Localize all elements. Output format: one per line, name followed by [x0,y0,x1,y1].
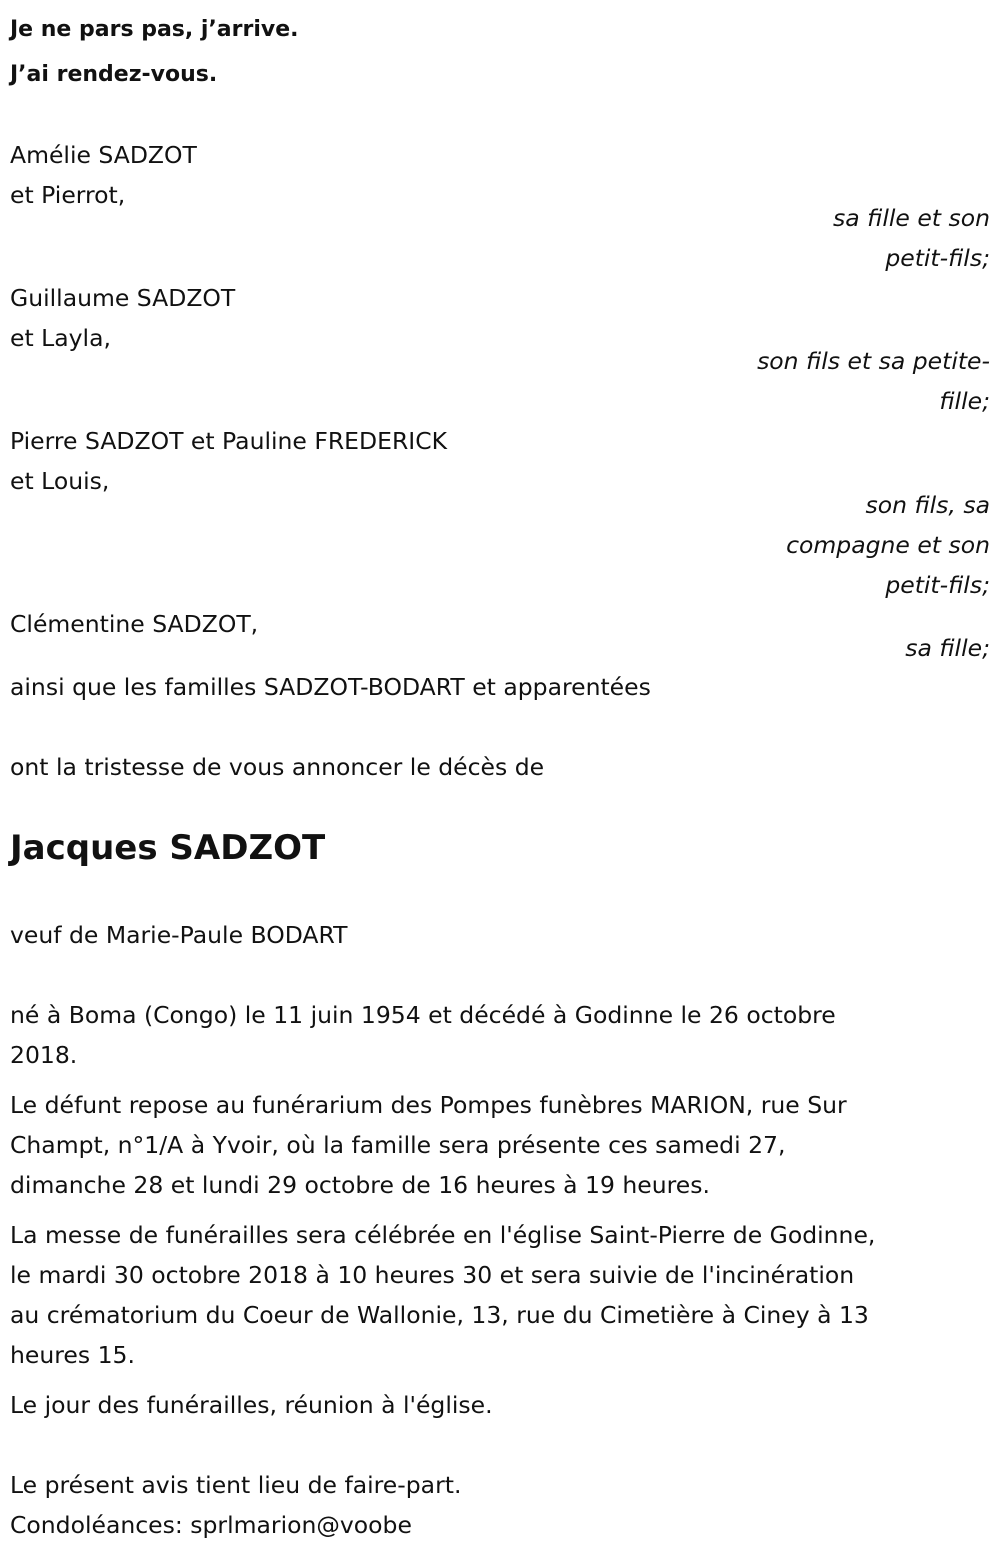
body-line: né à Boma (Congo) le 11 juin 1954 et décédé à Godinne le 26 octobre [10,1001,836,1029]
body-line: Le défunt repose au funérarium des Pompes funèbres MARION, rue Sur [10,1091,847,1119]
body-line: La messe de funérailles sera célébrée en l'église Saint-Pierre de Godinne, [10,1221,876,1249]
body-line: Le jour des funérailles, réunion à l'église. [10,1391,493,1419]
body-line: Champt, n°1/A à Yvoir, où la famille sera présente ces samedi 27, [10,1131,786,1159]
family-name-line: Guillaume SADZOT [10,284,236,312]
condolences-line: Condoléances: sprlmarion@voobe [10,1511,412,1539]
family-name-line: et Layla, [10,324,111,352]
family-name-line: Pierre SADZOT et Pauline FREDERICK [10,427,448,455]
deceased-name: Jacques SADZOT [10,828,326,868]
body-line: heures 15. [10,1341,135,1369]
family-name-line: Clémentine SADZOT, [10,610,259,638]
epigraph-line-1: Je ne pars pas, j’arrive. [10,17,299,42]
body-line: 2018. [10,1041,78,1069]
family-relation: compagne et son [786,531,990,559]
widower-line: veuf de Marie-Paule BODART [10,921,348,949]
family-relation: sa fille et son [833,204,990,232]
footer-line: Le présent avis tient lieu de faire-part. [10,1471,462,1499]
body-line: le mardi 30 octobre 2018 à 10 heures 30 et sera suivie de l'incinération [10,1261,855,1289]
epigraph-line-2: J’ai rendez-vous. [10,62,218,87]
body-line: dimanche 28 et lundi 29 octobre de 16 heures à 19 heures. [10,1171,710,1199]
family-relation: son fils, sa [865,491,990,519]
family-relation: fille; [939,387,990,415]
body-line: au crématorium du Coeur de Wallonie, 13, rue du Cimetière à Ciney à 13 [10,1301,869,1329]
announce-line: ont la tristesse de vous annoncer le décès de [10,753,545,781]
family-name-line: et Louis, [10,467,110,495]
family-relation: sa fille; [905,634,990,662]
family-name-line: Amélie SADZOT [10,141,197,169]
family-relation: son fils et sa petite- [757,347,990,375]
family-relation: petit-fils; [885,571,990,599]
family-name-line: et Pierrot, [10,181,126,209]
family-relation: petit-fils; [885,244,990,272]
families-line: ainsi que les familles SADZOT-BODART et apparentées [10,673,651,701]
